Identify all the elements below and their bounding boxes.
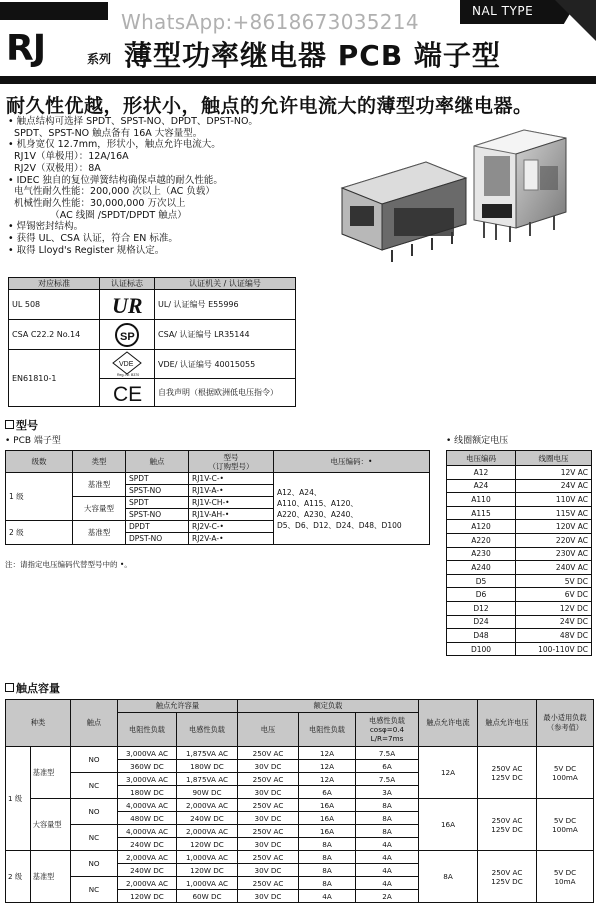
table-header-cell: 认证标志 — [100, 278, 155, 290]
table-cell: 30V DC — [238, 838, 299, 851]
table-cell: NC — [71, 877, 118, 903]
table-header-cell: 种类 — [6, 700, 71, 747]
table-header-row — [9, 278, 296, 290]
table-cell: 16A — [299, 799, 356, 812]
certification-table — [8, 277, 296, 407]
table-cell: 30V DC — [238, 890, 299, 903]
table-row — [9, 350, 296, 379]
table-cell: 16A — [419, 799, 478, 851]
table-row — [447, 642, 592, 656]
table-row — [6, 473, 430, 485]
contact-capacity-table — [5, 699, 594, 903]
table-row — [447, 533, 592, 547]
table-cell: SPDT — [126, 473, 189, 485]
table-cell: 8A — [299, 838, 356, 851]
table-cell: 6A — [356, 760, 419, 773]
table-row — [447, 547, 592, 561]
table-cell: 16A — [299, 812, 356, 825]
table-cell: 大容量型 — [30, 799, 70, 851]
table-cell: 3,000VA AC — [118, 773, 177, 786]
table-cell: D5 — [447, 574, 516, 588]
table-row — [6, 747, 594, 760]
table-cell: 1,875VA AC — [177, 747, 238, 760]
table-header-cell: 触点 — [126, 451, 189, 473]
table-cell: 120W DC — [177, 838, 238, 851]
table-cell: 110V AC — [516, 493, 592, 507]
table-cell: 基准型 — [73, 521, 126, 545]
table-cell: 8A — [356, 812, 419, 825]
table-cell: NC — [71, 773, 118, 799]
table-header-cell: 线圈电压 — [516, 451, 592, 466]
header-rule — [0, 76, 596, 84]
table-cell: 30V DC — [238, 786, 299, 799]
feature-line: 电气性耐久性能：200,000 次以上（AC 负载） — [8, 186, 215, 198]
table-cell: 7.5A — [356, 747, 419, 760]
voltage-section-subtitle: • 线圈额定电压 — [446, 436, 509, 446]
table-row — [447, 493, 592, 507]
table-row — [9, 290, 296, 320]
ind-load-header-line: 电感性负载 — [369, 716, 405, 725]
svg-text:VDE: VDE — [119, 361, 134, 368]
table-cell: 1,000VA AC — [177, 877, 238, 890]
table-row — [447, 588, 592, 602]
table-cell: 240W DC — [118, 838, 177, 851]
table-cell: 2,000VA AC — [118, 851, 177, 864]
table-cell: 6V DC — [516, 588, 592, 602]
table-row — [447, 520, 592, 534]
table-cell — [100, 350, 155, 379]
table-header-cell: 触点允许电流 — [419, 700, 478, 747]
table-row — [447, 601, 592, 615]
table-cell: UL/ 认证编号 E55996 — [155, 290, 296, 320]
table-cell: 480W DC — [118, 812, 177, 825]
table-cell — [478, 851, 537, 903]
table-header-cell — [189, 451, 274, 473]
voltage-line: 250V AC — [491, 815, 523, 825]
table-cell: RJ1V-C-• — [189, 473, 274, 485]
table-header-cell: 触点允许容量 — [118, 700, 238, 713]
ul-mark-icon — [101, 293, 153, 317]
svg-text:Reg.-Nr. B370: Reg.-Nr. B370 — [117, 373, 140, 377]
table-cell — [537, 747, 594, 799]
relay-photo — [334, 116, 596, 268]
table-cell: 基准型 — [73, 473, 126, 497]
table-cell: 7.5A — [356, 773, 419, 786]
table-cell: 8A — [299, 864, 356, 877]
min-load-line: 100mA — [552, 824, 578, 834]
min-load-line: 10mA — [554, 876, 576, 886]
ind-load-header-line: cosφ=0.4 — [369, 725, 405, 734]
table-cell: DPDT — [126, 521, 189, 533]
table-header-cell: 额定负载 — [238, 700, 419, 713]
feature-list — [8, 116, 338, 256]
table-cell: 4A — [356, 877, 419, 890]
table-cell — [537, 799, 594, 851]
table-cell: 4,000VA AC — [118, 825, 177, 838]
table-cell: 8A — [299, 877, 356, 890]
table-cell: A115 — [447, 506, 516, 520]
table-header-cell: 电阻性负载 — [299, 713, 356, 747]
table-row — [447, 561, 592, 575]
table-cell: 360W DC — [118, 760, 177, 773]
feature-line: RJ2V（双极用）：8A — [8, 162, 101, 174]
table-cell: EN61810-1 — [9, 350, 100, 407]
table-cell: SPDT — [126, 497, 189, 509]
table-cell: 30V DC — [238, 812, 299, 825]
table-header-cell — [356, 713, 419, 747]
table-cell: 12V DC — [516, 601, 592, 615]
table-cell: SPST-NO — [126, 509, 189, 521]
table-cell: 12V AC — [516, 466, 592, 480]
header — [0, 0, 596, 74]
ce-mark-icon — [101, 382, 153, 404]
voltage-code-line: A12、A24、 — [277, 487, 322, 497]
table-cell: 180W DC — [177, 760, 238, 773]
table-cell: 115V AC — [516, 506, 592, 520]
table-cell: 30V DC — [238, 864, 299, 877]
feature-line: 机械性耐久性能：30,000,000 万次以上 — [8, 197, 186, 209]
table-cell: 2,000VA AC — [177, 799, 238, 812]
table-cell: VDE/ 认证编号 40015055 — [155, 350, 296, 379]
table-cell: RJ2V-A-• — [189, 533, 274, 545]
table-cell: 4A — [356, 864, 419, 877]
table-cell: 3,000VA AC — [118, 747, 177, 760]
table-cell: A24 — [447, 479, 516, 493]
table-cell: 12A — [419, 747, 478, 799]
tagline: 耐久性优越，形状小，触点的允许电流大的薄型功率继电器。 — [6, 95, 533, 117]
table-cell: 基准型 — [30, 747, 70, 799]
table-cell: 1,000VA AC — [177, 851, 238, 864]
table-row — [9, 320, 296, 350]
table-cell: D48 — [447, 629, 516, 643]
voltage-line: 125V DC — [491, 876, 523, 886]
table-cell — [478, 747, 537, 799]
table-header-cell: 电压编码 — [447, 451, 516, 466]
table-cell: 230V AC — [516, 547, 592, 561]
voltage-line: 125V DC — [491, 772, 523, 782]
table-cell: 30V DC — [238, 760, 299, 773]
table-cell: D12 — [447, 601, 516, 615]
table-header-cell — [537, 700, 594, 747]
feature-line: • 机身宽仅 12.7mm，形状小，触点允许电流大。 — [8, 139, 221, 151]
min-load-line: 5V DC — [553, 867, 577, 877]
table-cell: A230 — [447, 547, 516, 561]
table-cell: DPST-NO — [126, 533, 189, 545]
series-suffix: 系列 — [87, 52, 112, 66]
series-name: 薄型功率继电器 PCB 端子型 — [124, 39, 501, 72]
table-cell: CSA/ 认证编号 LR35144 — [155, 320, 296, 350]
table-cell: RJ1V-CH-• — [189, 497, 274, 509]
feature-line: （AC 线圈 /SPDT/DPDT 触点） — [8, 209, 187, 221]
table-cell — [100, 320, 155, 350]
model-section-title-text: 型号 — [16, 419, 38, 432]
table-row — [447, 479, 592, 493]
table-cell: 250V AC — [238, 877, 299, 890]
table-row — [447, 629, 592, 643]
table-cell: 48V DC — [516, 629, 592, 643]
capacity-section-title-text: 触点容量 — [16, 682, 60, 695]
table-cell: 240W DC — [118, 864, 177, 877]
table-cell: 2A — [356, 890, 419, 903]
table-cell: 4,000VA AC — [118, 799, 177, 812]
table-cell: 12A — [299, 747, 356, 760]
table-cell: 2 级 — [6, 521, 73, 545]
table-cell: 2,000VA AC — [177, 825, 238, 838]
table-cell: 6A — [299, 786, 356, 799]
table-cell: A220 — [447, 533, 516, 547]
table-cell: 2 级 — [6, 851, 31, 903]
table-cell: RJ2V-C-• — [189, 521, 274, 533]
table-row — [447, 574, 592, 588]
table-cell: 250V AC — [238, 851, 299, 864]
table-cell: 240W DC — [177, 812, 238, 825]
table-header-row — [6, 451, 430, 473]
feature-line: • 触点结构可选择 SPDT、SPST-NO、DPDT、DPST-NO。 — [8, 116, 258, 127]
table-cell: 120W DC — [177, 864, 238, 877]
table-cell: D6 — [447, 588, 516, 602]
table-cell: 8A — [356, 825, 419, 838]
model-table — [5, 450, 430, 545]
feature-line: • 焊锡密封结构。 — [8, 221, 84, 233]
header-black-bar — [0, 2, 108, 20]
table-cell: 4A — [299, 890, 356, 903]
table-header-cell: 级数 — [6, 451, 73, 473]
table-header-cell: 认证机关 / 认证编号 — [155, 278, 296, 290]
table-cell: 大容量型 — [73, 497, 126, 521]
type-header-line: 型号 — [223, 452, 239, 462]
table-cell: 24V DC — [516, 615, 592, 629]
table-cell: RJ1V-AH-• — [189, 509, 274, 521]
table-cell: A110 — [447, 493, 516, 507]
table-row — [447, 615, 592, 629]
svg-text:SP: SP — [120, 330, 135, 343]
voltage-code-line: D5、D6、D12、D24、D48、D100 — [277, 520, 402, 530]
table-cell: 240V AC — [516, 561, 592, 575]
table-cell: A12 — [447, 466, 516, 480]
table-cell: D100 — [447, 642, 516, 656]
table-row — [6, 799, 594, 812]
header-type-label: NAL TYPE — [472, 4, 534, 18]
min-load-line: 100mA — [552, 772, 578, 782]
table-cell: D24 — [447, 615, 516, 629]
table-cell — [537, 851, 594, 903]
table-cell: 1 级 — [6, 473, 73, 521]
model-section-subtitle: • PCB 端子型 — [5, 436, 61, 446]
feature-line: RJ1V（单极用）：12A/16A — [8, 151, 129, 163]
table-cell: 3A — [356, 786, 419, 799]
table-cell: 100-110V DC — [516, 642, 592, 656]
table-cell: 250V AC — [238, 825, 299, 838]
table-cell: RJ1V-A-• — [189, 485, 274, 497]
model-section-title — [5, 417, 38, 433]
svg-text:UR: UR — [112, 292, 143, 317]
table-cell: 基准型 — [30, 851, 70, 903]
product-photos — [334, 116, 596, 268]
table-row — [447, 506, 592, 520]
watermark: WhatsApp:+8618673035214 — [118, 10, 422, 34]
feature-line: • 取得 Lloyd's Register 规格认定。 — [8, 244, 165, 256]
table-cell: 16A — [299, 825, 356, 838]
min-load-header-line: （参考值） — [547, 723, 583, 732]
type-header-line: （订购型号） — [208, 461, 254, 471]
table-cell: A240 — [447, 561, 516, 575]
table-cell: 1,875VA AC — [177, 773, 238, 786]
min-load-header-line: 最小适用负载 — [543, 713, 587, 722]
ind-load-header-line: L/R=7ms — [370, 734, 404, 743]
table-header-cell: 类型 — [73, 451, 126, 473]
table-cell: 1 级 — [6, 747, 31, 851]
table-cell: 180W DC — [118, 786, 177, 799]
table-cell: 4A — [356, 838, 419, 851]
voltage-line: 250V AC — [491, 867, 523, 877]
table-header-row — [6, 700, 594, 713]
table-cell: NO — [71, 799, 118, 825]
table-cell: 120V AC — [516, 520, 592, 534]
feature-line: • 获得 UL、CSA 认证，符合 EN 标准。 — [8, 233, 178, 245]
csa-mark-icon — [101, 322, 153, 348]
feature-line: • IDEC 独自的复位弹簧结构确保卓越的耐久性能。 — [8, 174, 223, 186]
voltage-code-cell — [274, 473, 430, 545]
table-cell: 12A — [299, 760, 356, 773]
model-note: 注：请指定电压编码代替型号中的 •。 — [5, 560, 132, 569]
min-load-line: 5V DC — [553, 763, 577, 773]
table-cell: 220V AC — [516, 533, 592, 547]
table-cell: 250V AC — [238, 747, 299, 760]
table-cell: 90W DC — [177, 786, 238, 799]
table-cell: NC — [71, 825, 118, 851]
table-cell — [478, 799, 537, 851]
table-cell: 8A — [419, 851, 478, 903]
table-header-cell: 触点允许电压 — [478, 700, 537, 747]
table-cell: 2,000VA AC — [118, 877, 177, 890]
table-cell: A120 — [447, 520, 516, 534]
table-header-cell: 触点 — [71, 700, 118, 747]
table-cell: 60W DC — [177, 890, 238, 903]
table-cell: 24V AC — [516, 479, 592, 493]
table-cell: NO — [71, 747, 118, 773]
table-cell: CSA C22.2 No.14 — [9, 320, 100, 350]
series-code: RJ — [6, 28, 46, 69]
table-header-cell: 对应标准 — [9, 278, 100, 290]
feature-line: SPDT、SPST-NO 触点备有 16A 大容量型。 — [8, 127, 203, 139]
table-header-cell: 电压 — [238, 713, 299, 747]
table-cell: 12A — [299, 773, 356, 786]
table-cell: SPST-NO — [126, 485, 189, 497]
table-header-cell: 电感性负载 — [177, 713, 238, 747]
table-header-cell: 电压编码：• — [274, 451, 430, 473]
table-row — [447, 466, 592, 480]
section-square-icon — [5, 420, 14, 429]
section-square-icon — [5, 683, 14, 692]
table-cell — [100, 379, 155, 407]
table-row — [6, 851, 594, 864]
coil-voltage-table — [446, 450, 592, 656]
table-cell: 5V DC — [516, 574, 592, 588]
voltage-line: 125V DC — [491, 824, 523, 834]
table-cell: 250V AC — [238, 773, 299, 786]
table-cell: NO — [71, 851, 118, 877]
min-load-line: 5V DC — [553, 815, 577, 825]
vde-mark-icon — [101, 351, 153, 377]
table-cell: 4A — [356, 851, 419, 864]
voltage-line: 250V AC — [491, 763, 523, 773]
table-cell: 自我声明（根据欧洲低电压指令） — [155, 379, 296, 407]
svg-text:CE: CE — [113, 382, 142, 404]
capacity-section-title — [5, 680, 60, 696]
table-cell — [100, 290, 155, 320]
voltage-code-line: A110、A115、A120、 — [277, 498, 358, 508]
table-cell: 8A — [299, 851, 356, 864]
table-cell: 120W DC — [118, 890, 177, 903]
table-header-row — [447, 451, 592, 466]
voltage-code-line: A220、A230、A240、 — [277, 509, 358, 519]
table-cell: UL 508 — [9, 290, 100, 320]
table-cell: 250V AC — [238, 799, 299, 812]
table-header-cell: 电阻性负载 — [118, 713, 177, 747]
table-cell: 8A — [356, 799, 419, 812]
